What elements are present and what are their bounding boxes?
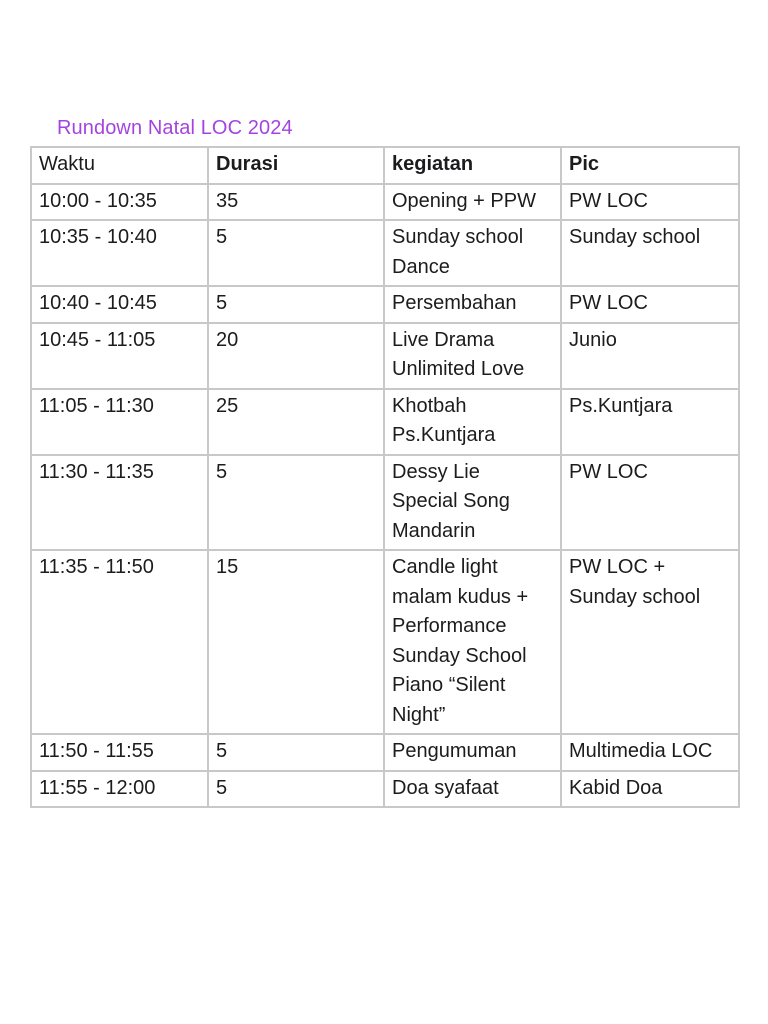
cell-waktu: 11:30 - 11:35	[31, 455, 208, 551]
cell-durasi: 25	[208, 389, 384, 455]
cell-durasi: 5	[208, 220, 384, 286]
table-row	[31, 771, 739, 808]
cell-pic: Ps.Kuntjara	[561, 389, 739, 455]
cell-waktu: 11:55 - 12:00	[31, 771, 208, 808]
table-header-row	[31, 147, 739, 184]
table-row	[31, 389, 739, 455]
rundown-table	[30, 146, 740, 808]
cell-durasi: 15	[208, 550, 384, 734]
table-row	[31, 323, 739, 389]
cell-durasi: 20	[208, 323, 384, 389]
header-waktu: Waktu	[31, 147, 208, 184]
cell-waktu: 10:45 - 11:05	[31, 323, 208, 389]
cell-waktu: 11:35 - 11:50	[31, 550, 208, 734]
cell-pic: Sunday school	[561, 220, 739, 286]
cell-pic: PW LOC	[561, 184, 739, 221]
cell-waktu: 11:05 - 11:30	[31, 389, 208, 455]
table-row	[31, 734, 739, 771]
table-row	[31, 220, 739, 286]
header-kegiatan: kegiatan	[384, 147, 561, 184]
cell-waktu: 10:40 - 10:45	[31, 286, 208, 323]
cell-pic: PW LOC	[561, 455, 739, 551]
cell-kegiatan: Candle light malam kudus + Performance Sunday School Piano “Silent Night”	[384, 550, 561, 734]
cell-durasi: 5	[208, 734, 384, 771]
cell-waktu: 10:35 - 10:40	[31, 220, 208, 286]
cell-waktu: 11:50 - 11:55	[31, 734, 208, 771]
cell-kegiatan: Doa syafaat	[384, 771, 561, 808]
table-row	[31, 184, 739, 221]
cell-pic: Junio	[561, 323, 739, 389]
cell-pic: PW LOC	[561, 286, 739, 323]
table-row	[31, 455, 739, 551]
cell-durasi: 5	[208, 286, 384, 323]
cell-kegiatan: Live Drama Unlimited Love	[384, 323, 561, 389]
cell-durasi: 5	[208, 771, 384, 808]
cell-durasi: 35	[208, 184, 384, 221]
cell-pic: Multimedia LOC	[561, 734, 739, 771]
header-durasi: Durasi	[208, 147, 384, 184]
cell-kegiatan: Sunday school Dance	[384, 220, 561, 286]
cell-pic: Kabid Doa	[561, 771, 739, 808]
cell-durasi: 5	[208, 455, 384, 551]
document-title: Rundown Natal LOC 2024	[57, 117, 293, 139]
table-row	[31, 286, 739, 323]
cell-waktu: 10:00 - 10:35	[31, 184, 208, 221]
cell-kegiatan: Opening + PPW	[384, 184, 561, 221]
cell-kegiatan: Persembahan	[384, 286, 561, 323]
cell-pic: PW LOC + Sunday school	[561, 550, 739, 734]
header-pic: Pic	[561, 147, 739, 184]
cell-kegiatan: Dessy Lie Special Song Mandarin	[384, 455, 561, 551]
table-row	[31, 550, 739, 734]
cell-kegiatan: Pengumuman	[384, 734, 561, 771]
cell-kegiatan: Khotbah Ps.Kuntjara	[384, 389, 561, 455]
